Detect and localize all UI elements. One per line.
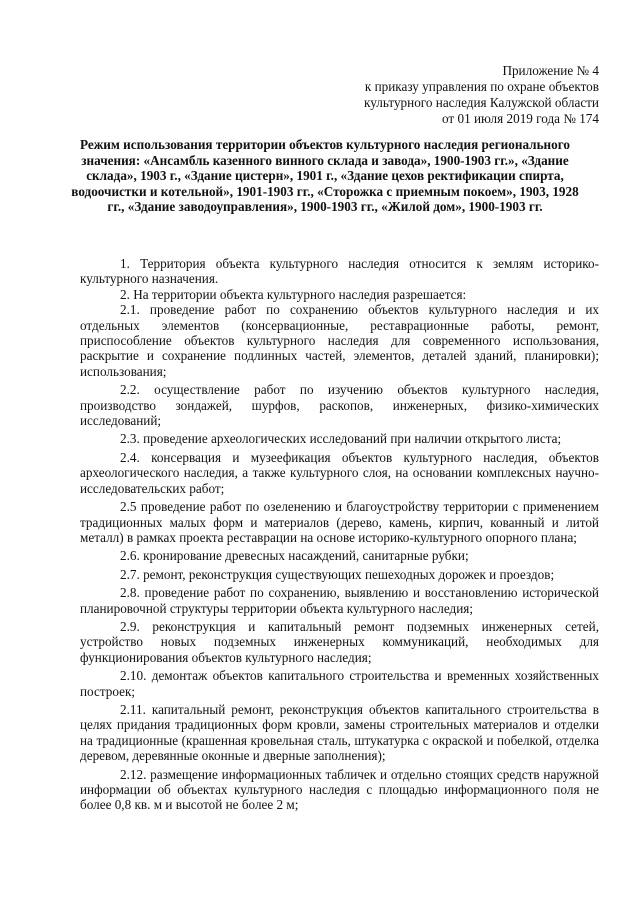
paragraph-1: 1. Территория объекта культурного наследия относится к землям историко-культурного назначения. (80, 256, 599, 287)
paragraph-2-4: 2.4. консервация и музеефикация объектов культурного наследия, объектов археологического наследия, а также культурного слоя, на основании комплексных научно-исследовательских работ; (80, 449, 599, 496)
paragraph-2: 2. На территории объекта культурного наследия разрешается: (120, 286, 467, 302)
paragraph-2-1: 2.1. проведение работ по сохранению объектов культурного наследия и их отдельных элементов (консервационные, реставрационные работы, ремонт, приспособление объектов культурного наследия для современного использования, раскрытие и сохранение подлинных частей, элементов, деталей зданий, планировки); использования; (80, 302, 599, 379)
paragraph-2-6: 2.6. кронирование древесных насаждений, санитарные рубки; (120, 548, 469, 564)
paragraph-2-7: 2.7. ремонт, реконструкция существующих пешеходных дорожек и проездов; (120, 566, 555, 582)
appendix-number: Приложение № 4 (502, 63, 599, 78)
paragraph-2-8: 2.8. проведение работ по сохранению, выявлению и восстановлению исторической планировочной структуры территории объекта культурного наследия; (80, 585, 599, 616)
paragraph-2-9: 2.9. реконструкция и капитальный ремонт подземных инженерных сетей, устройство новых подземных инженерных коммуникаций, необходимых для функционирования объектов культурного наследия; (80, 618, 599, 665)
paragraph-2-12: 2.12. размещение информационных табличек и отдельно стоящих средств наружной информации об объектах культурного наследия с площадью информационного поля не более 0,8 кв. м и высотой не более 2 м; (80, 766, 599, 813)
document-body (80, 256, 599, 813)
paragraph-2-11: 2.11. капитальный ремонт, реконструкция объектов капитального строительства в целях придания традиционных форм кровли, замены строительных материалов и отделки на традиционные (крашенная кровельная сталь, штукатурка с окраской и побелкой, отделка деревом, деревянные оконные и дверные заполнения); (80, 701, 599, 764)
appendix-date-line: от 01 июля 2019 года № 174 (442, 111, 599, 126)
appendix-header (269, 63, 599, 127)
paragraph-2-5: 2.5 проведение работ по озеленению и благоустройству территории с применением традиционных малых форм и материалов (дерево, камень, кирпич, кованный и литой металл) в рамках проекта реставрации на основе историко-культурного опорного плана; (80, 499, 599, 545)
paragraph-2-3: 2.3. проведение археологических исследований при наличии открытого листа; (120, 431, 562, 447)
paragraph-2-2: 2.2. осуществление работ по изучению объектов культурного наследия, производство зондажей, шурфов, раскопов, инженерных, физико-химических исследований; (80, 382, 599, 429)
paragraph-2-10: 2.10. демонтаж объектов капитального строительства и временных хозяйственных построек; (80, 668, 599, 699)
document-title: Режим использования территории объектов культурного наследия регионального значения: «Ансамбль казенного винного склада и завода», 1900-1903 гг.», «Здание склада», 1903 г., «Здание цистерн», 1901 г., «Здание цехов ректификации спирта, водоочистки и котельной», 1901-1903 гг., «Сторожка с приемным покоем», 1903, 1928 гг., «Здание заводоуправления», 1900-1903 гг., «Жилой дом», 1900-1903 гг. (71, 137, 579, 215)
appendix-order-line: к приказу управления по охране объектов (364, 79, 599, 94)
appendix-authority-line: культурного наследия Калужской области (364, 95, 599, 110)
